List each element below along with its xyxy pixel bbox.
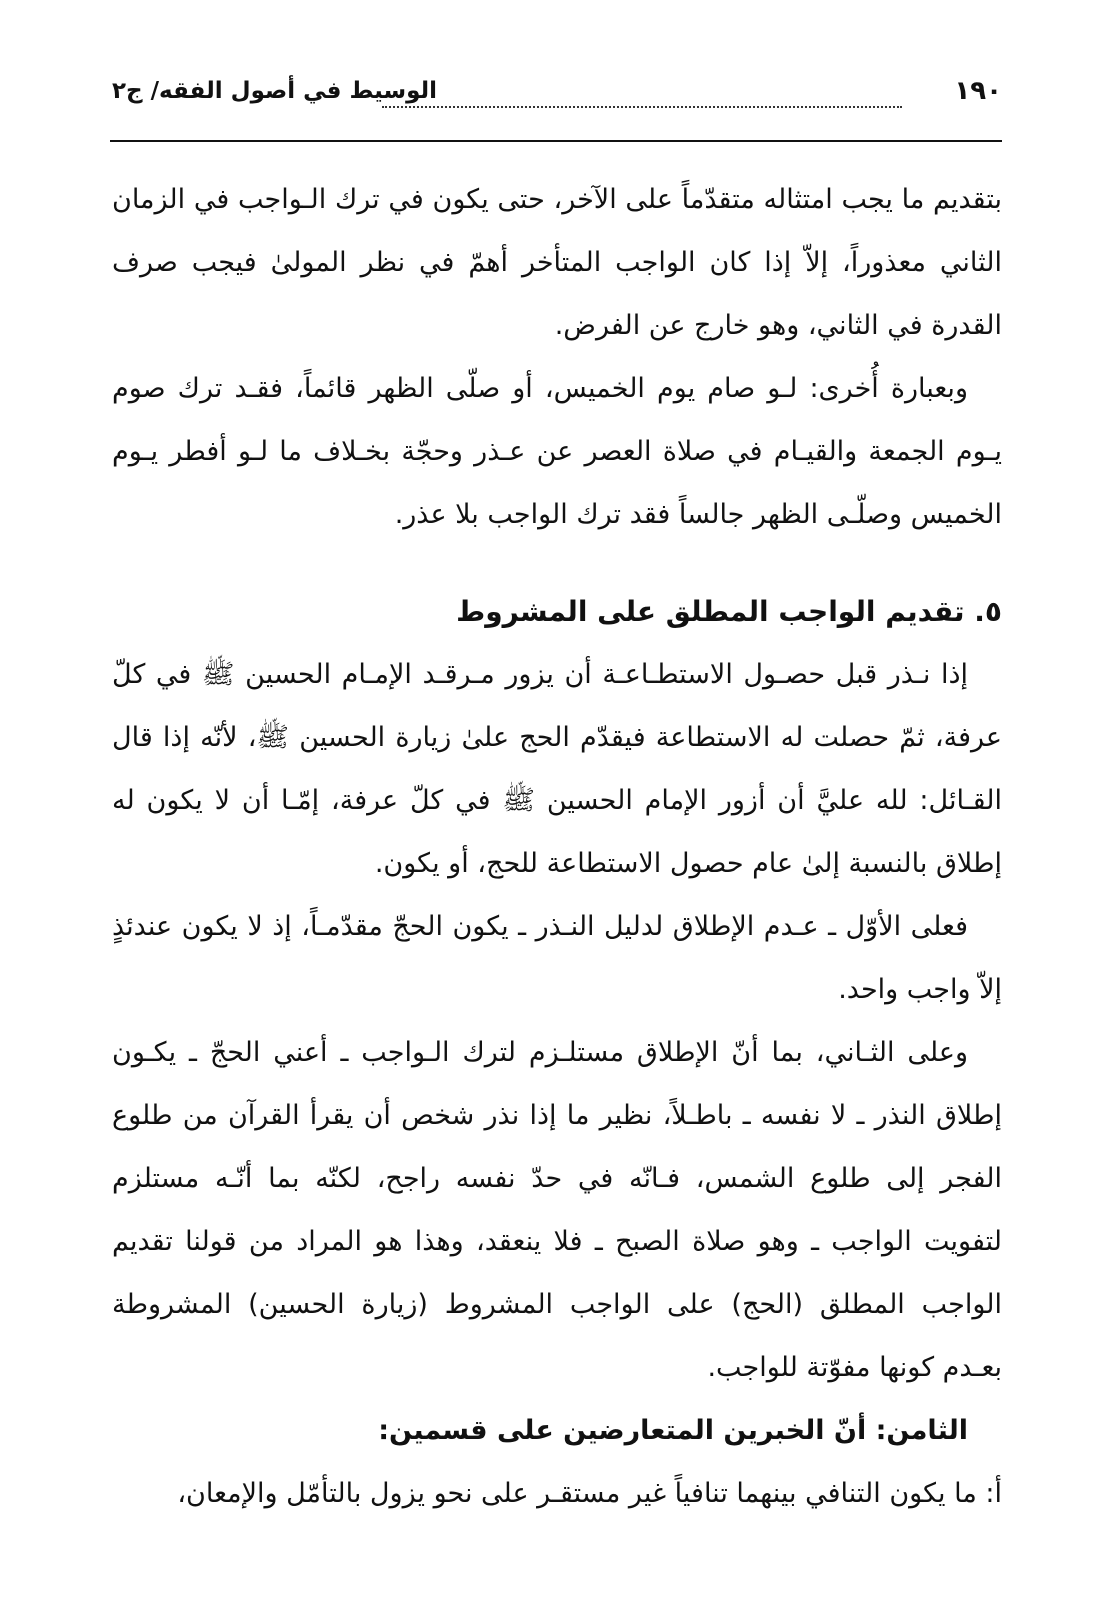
paragraph-1: بتقديم ما يجب امتثاله متقدّماً على الآخر، حتى يكون في ترك الـواجب في الزمان الثاني معذوراً، إلاّ إذا كان الواجب المتأخر أهمّ في نظر المولىٰ فيجب صرف القدرة في الثاني، وهو خارج عن الفرض. bbox=[112, 184, 1002, 341]
running-header bbox=[112, 78, 1002, 128]
section-paragraph-2: فعلى الأوّل ـ عـدم الإطلاق لدليل النـذر ـ يكون الحجّ مقدّمـاً، إذ لا يكون عندئذٍ إلاّ واجب واحد. bbox=[112, 911, 1002, 1005]
paragraph-2: وبعبارة أُخرى: لـو صام يوم الخميس، أو صلّى الظهر قائماً، فقـد ترك صوم يـوم الجمعة والقيـام في صلاة العصر عن عـذر وحجّة بخـلاف ما لـو أفطر يـوم الخميس وصلّـى الظهر جالساً فقد ترك الواجب بلا عذر. bbox=[112, 373, 1002, 530]
section-paragraph-3: وعلى الثـاني، بما أنّ الإطلاق مستلـزم لترك الـواجب ـ أعني الحجّ ـ يكـون إطلاق النذر ـ لا نفسه ـ باطـلاً، نظير ما إذا نذر شخص أن يقرأ القرآن من طلوع الفجر إلى طلوع الشمس، فـانّه في حدّ نفسه راجح، لكنّه بما أنّـه مستلزم لتفويت الواجب ـ وهو صلاة الصبح ـ فلا ينعقد، وهذا هو المراد من قولنا تقديم الواجب المطلق (الحج) على الواجب المشروط (زيارة الحسين) المشروطة بعـدم كونها مفوّتة للواجب. bbox=[112, 1037, 1002, 1383]
section-paragraph-1: إذا نـذر قبل حصـول الاستطـاعـة أن يزور مـرقـد الإمـام الحسين ﷺ في كلّ عرفة، ثمّ حصلت له الاستطاعة فيقدّم الحج علىٰ زيارة الحسين ﷺ، لأنّه إذا قال القـائل: لله عليَّ أن أزور الإمام الحسين ﷺ في كلّ عرفة، إمّـا أن لا يكون له إطلاق بالنسبة إلىٰ عام حصول الاستطاعة للحج، أو يكون. bbox=[112, 659, 1002, 879]
section-heading: ٥. تقديم الواجب المطلق على المشروط bbox=[456, 595, 1002, 628]
page-number: ١٩٠ bbox=[954, 76, 1002, 106]
eighth-heading: الثامن: أنّ الخبرين المتعارضين على قسمين: bbox=[378, 1415, 968, 1446]
book-title: الوسيط في أصول الفقه/ ج٢ bbox=[112, 78, 438, 104]
header-dotted-leader bbox=[382, 106, 902, 108]
eighth-item-a: أ: ما يكون التنافي بينهما تنافياً غير مستقـر على نحو يزول بالتأمّل والإمعان، bbox=[177, 1478, 1002, 1509]
page-body bbox=[112, 168, 1002, 1525]
header-divider bbox=[110, 140, 1002, 142]
